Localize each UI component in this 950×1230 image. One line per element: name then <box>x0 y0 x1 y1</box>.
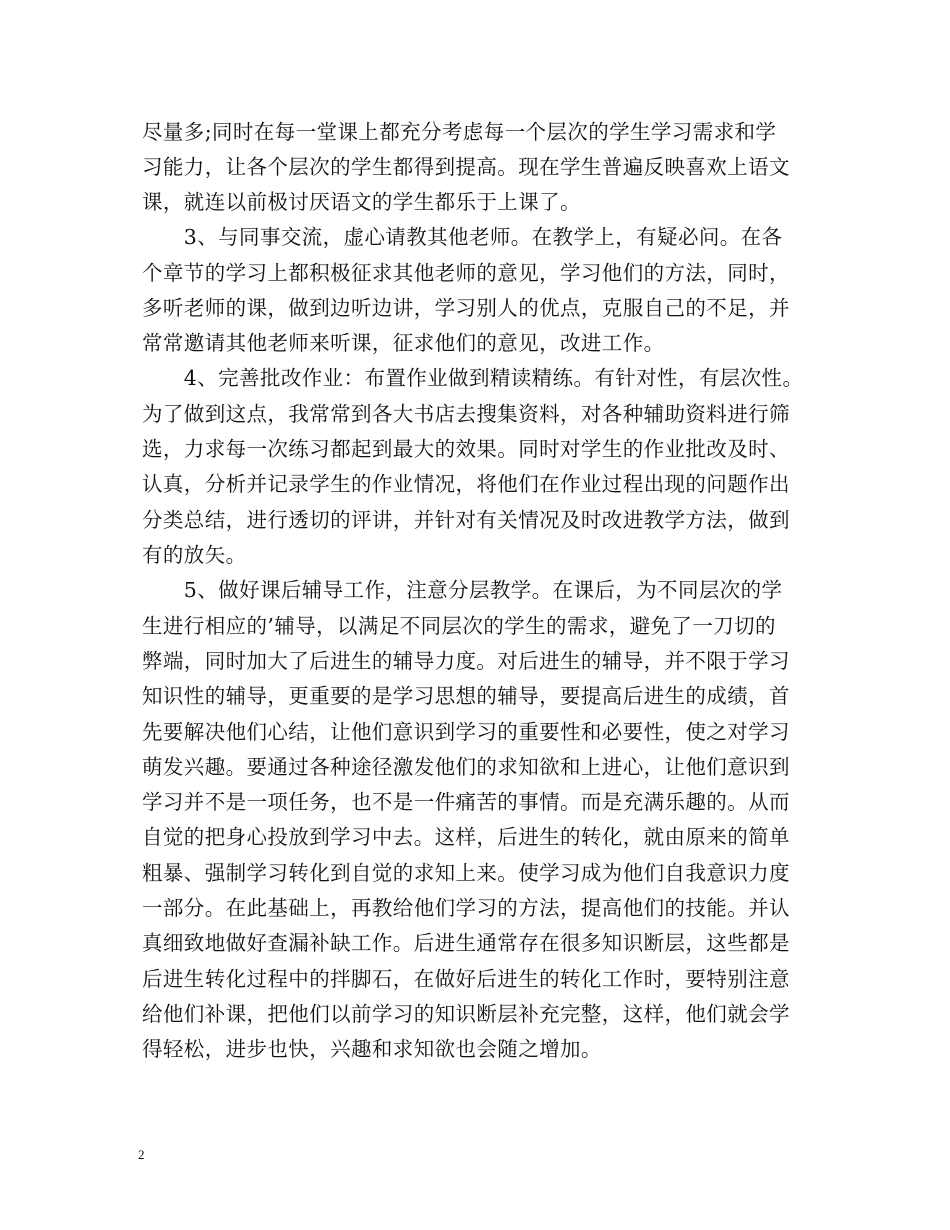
text-line: 知识性的辅导，更重要的是学习思想的辅导，要提高后进生的成绩，首 <box>142 684 790 708</box>
text-line: 先要解决他们心结，让他们意识到学习的重要性和必要性，使之对学习 <box>142 720 790 744</box>
text-line: 个章节的学习上都积极征求其他老师的意见，学习他们的方法，同时， <box>142 261 790 285</box>
text-line: 尽量多;同时在每一堂课上都充分考虑每一个层次的学生学习需求和学 <box>142 120 777 144</box>
text-line: 一部分。在此基础上，再教给他们学习的方法，提高他们的技能。并认 <box>142 896 790 920</box>
text-line: 5、做好课后辅导工作，注意分层教学。在课后，为不同层次的学 <box>142 578 783 602</box>
text-line: 多听老师的课，做到边听边讲，学习别人的优点，克服自己的不足，并 <box>142 296 790 320</box>
text-line: 认真，分析并记录学生的作业情况，将他们在作业过程出现的问题作出 <box>142 472 790 496</box>
text-line: 选，力求每一次练习都起到最大的效果。同时对学生的作业批改及时、 <box>142 437 790 461</box>
text-line: 课，就连以前极讨厌语文的学生都乐于上课了。 <box>142 190 581 214</box>
text-line: 粗暴、强制学习转化到自觉的求知上来。使学习成为他们自我意识力度 <box>142 861 790 885</box>
text-line: 萌发兴趣。要通过各种途径激发他们的求知欲和上进心，让他们意识到 <box>142 755 790 779</box>
text-line: 后进生转化过程中的拌脚石，在做好后进生的转化工作时，要特别注意 <box>142 967 790 991</box>
page-number: 2 <box>138 1147 145 1162</box>
text-line: 学习并不是一项任务，也不是一件痛苦的事情。而是充满乐趣的。从而 <box>142 790 790 814</box>
text-line: 弊端，同时加大了后进生的辅导力度。对后进生的辅导，并不限于学习 <box>142 649 790 673</box>
text-line: 常常邀请其他老师来听课，征求他们的意见，改进工作。 <box>142 331 665 355</box>
text-line: 为了做到这点，我常常到各大书店去搜集资料，对各种辅助资料进行筛 <box>142 402 790 426</box>
text-line: 真细致地做好查漏补缺工作。后进生通常存在很多知识断层，这些都是 <box>142 931 790 955</box>
text-line: 自觉的把身心投放到学习中去。这样，后进生的转化，就由原来的简单 <box>142 825 790 849</box>
text-line: 生进行相应的’辅导，以满足不同层次的学生的需求，避免了一刀切的 <box>142 614 776 638</box>
text-line: 分类总结，进行透切的评讲，并针对有关情况及时改进教学方法，做到 <box>142 508 790 532</box>
text-line: 习能力，让各个层次的学生都得到提高。现在学生普遍反映喜欢上语文 <box>142 155 790 179</box>
text-line: 有的放矢。 <box>142 543 247 567</box>
text-line: 3、与同事交流，虚心请教其他老师。在教学上，有疑必问。在各 <box>142 225 783 249</box>
text-line: 得轻松，进步也快，兴趣和求知欲也会随之增加。 <box>142 1037 602 1061</box>
text-line: 4、完善批改作业：布置作业做到精读精练。有针对性，有层次性。 <box>142 366 804 390</box>
text-line: 给他们补课，把他们以前学习的知识断层补充完整，这样，他们就会学 <box>142 1002 790 1026</box>
